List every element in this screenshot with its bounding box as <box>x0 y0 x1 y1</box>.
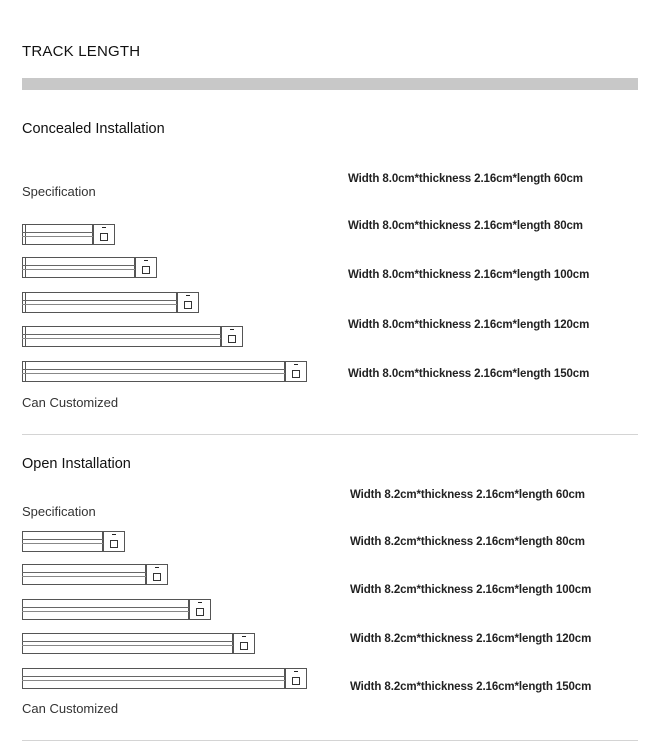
open-track-120 <box>22 633 255 654</box>
concealed-custom-label: Can Customized <box>22 395 119 410</box>
concealed-track-120 <box>22 326 243 347</box>
title-divider-bar <box>22 78 638 90</box>
concealed-spec-150: Width 8.0cm*thickness 2.16cm*length 150cm <box>348 368 590 380</box>
open-spec-120: Width 8.2cm*thickness 2.16cm*length 120cm <box>350 633 592 645</box>
concealed-spec-100: Width 8.0cm*thickness 2.16cm*length 100cm <box>348 269 590 281</box>
open-spec-80: Width 8.2cm*thickness 2.16cm*length 80cm <box>350 536 585 548</box>
page-title: TRACK LENGTH <box>22 43 141 60</box>
open-spec-100: Width 8.2cm*thickness 2.16cm*length 100cm <box>350 584 592 596</box>
open-spec-150: Width 8.2cm*thickness 2.16cm*length 150cm <box>350 681 592 693</box>
concealed-track-150 <box>22 361 307 382</box>
open-track-60 <box>22 531 125 552</box>
open-spec-label: Specification <box>22 504 96 519</box>
open-heading: Open Installation <box>22 456 131 472</box>
concealed-spec-120: Width 8.0cm*thickness 2.16cm*length 120cm <box>348 319 590 331</box>
concealed-track-60 <box>22 224 115 245</box>
open-track-150 <box>22 668 307 689</box>
open-track-100 <box>22 599 211 620</box>
concealed-track-80 <box>22 257 157 278</box>
concealed-track-100 <box>22 292 199 313</box>
bottom-divider <box>22 740 638 741</box>
concealed-spec-80: Width 8.0cm*thickness 2.16cm*length 80cm <box>348 220 583 232</box>
concealed-spec-60: Width 8.0cm*thickness 2.16cm*length 60cm <box>348 173 583 185</box>
open-track-80 <box>22 564 168 585</box>
open-spec-60: Width 8.2cm*thickness 2.16cm*length 60cm <box>350 489 585 501</box>
section-divider <box>22 434 638 435</box>
concealed-heading: Concealed Installation <box>22 121 165 137</box>
concealed-spec-label: Specification <box>22 184 96 199</box>
open-custom-label: Can Customized <box>22 701 119 716</box>
